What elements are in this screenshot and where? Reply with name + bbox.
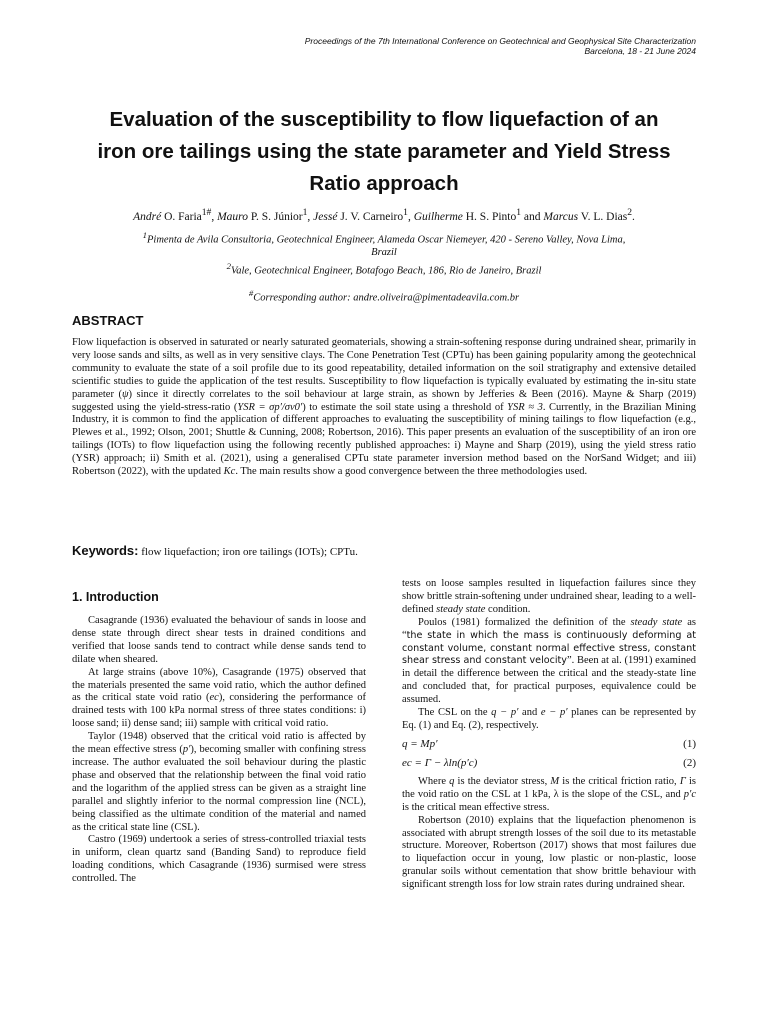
keywords-label: Keywords: — [72, 543, 139, 558]
equation-2 — [402, 757, 696, 770]
conference-header — [136, 36, 696, 56]
psi-symbol: ψ — [121, 388, 129, 400]
equation-1 — [402, 738, 696, 751]
keywords — [72, 544, 696, 559]
paragraph: Robertson (2010) explains that the liquefaction phenomenon is associated with abrupt strength losses of the soil due to its metastable structure. Moreover, Robertson (2017) shows that most failures due to liquefaction occur in young, low plastic or non-plastic, loose granular soils without cementation that show brittle behaviour with significant strength loss for low strain rates during undrained shear. — [402, 814, 696, 891]
affiliations — [80, 229, 688, 278]
paragraph: The CSL on the q − p′ and e − p′ planes can be represented by Eq. (1) and Eq. (2), respectively. — [402, 707, 696, 731]
author-list — [60, 206, 708, 224]
steady-state-quote: the state in which the mass is continuously deforming at constant volume, constant normal effective stress, constant shear stress and constant velocity — [402, 629, 696, 667]
abstract-body: Flow liquefaction is observed in saturated or nearly saturated geomaterials, showing a strain-softening response during undrained shear, primarily in very loose sands and silts, as well as in very sensitive clays. The Cone Penetration Test (CPTu) has been gaining popularity among the geotechnical community to evaluate the state of a soil profile due to its good repeatability, detailed information on the soil stratigraphy and extensive detailed scientific studies to guide the application of the test results. Susceptibility to flow liquefaction is typically evaluated by estimating the in-situ state parameter (ψ) since it directly correlates to the soil behaviour at large strain, as shown by Jefferies & Been (2016). Mayne & Sharp (2019) suggested using the yield-stress-ratio (YSR = σp′/σv0′) to estimate the soil state using a threshold of YSR ≈ 3. Currently, in the Brazilian Mining Industry, it is common to find the application of different approaches to evaluating the susceptibility of mining tailings to flow liquefaction (e.g., Plewes et al., 1992; Olson, 2001; Shuttle & Cunning, 2008; Robertson, 2016). This paper presents an evaluation of the susceptibility of an iron ore tailings (IOTs) to flow liquefaction using the following recently published approaches: i) Mayne and Sharp (2019), using the yield stress ratio (YSR) approach; ii) Smith et al. (2021), using a generalised CPTu state parameter inversion method based on the NorSand Widget; and iii) Robertson (2022), with the updated Kc. The main results show a good convergence between the three methodologies used. — [72, 337, 696, 478]
right-column — [402, 578, 696, 892]
ysr-threshold: YSR ≈ 3 — [507, 401, 543, 413]
conference-location-date: Barcelona, 18 - 21 June 2024 — [584, 46, 696, 56]
paragraph: tests on loose samples resulted in liquefaction failures since they show brittle strain-softening under undrained shear, leading to a well-defined steady state condition. — [402, 578, 696, 615]
paragraph: Casagrande (1936) evaluated the behaviour of sands in loose and dense state through direct shear tests in drained conditions and verified that loose sands tend to contract while dense sands tend to dilate when sheared. — [72, 615, 366, 665]
paragraph: Taylor (1948) observed that the critical void ratio is affected by the mean effective stress (p′), becoming smaller with confining stress increase. The author evaluated the soil behaviour during the plastic phase and observed that the relationship between the final void ratio and the logarithm of the applied stress can be given as a straight line parallel and slightly inferior to the normal compression line (NCL), being classified as the ultimate condition of the material and named as the critical state line (CSL). — [72, 731, 366, 833]
keywords-text: flow liquefaction; iron ore tailings (IOTs); CPTu. — [138, 546, 358, 558]
section-heading-introduction: 1. Introduction — [72, 590, 159, 604]
author: Guilherme H. S. Pinto$^1$ and — [413, 207, 544, 223]
paragraph: At large strains (above 10%), Casagrande (1975) observed that the materials presented the same void ratio, which the author defined as the critical state void ratio (ec), considering the performance of drained tests with 100 kPa normal stress of three states conditions: i) loose sand; ii) dense sand; iii) sample with critical void ratio. — [72, 666, 367, 730]
equation-2-number: (2) — [683, 756, 696, 769]
title-line-2: iron ore tailings using the state parameter and Yield Stress — [97, 140, 671, 163]
paper-title — [70, 104, 698, 200]
equation-1-number: (1) — [683, 737, 696, 750]
corresponding-author: #Corresponding author: andre.oliveira@pimentadeavila.com.br — [248, 288, 520, 304]
affiliation-1: $^1$Pimenta de Avila Consultoria, Geotechnical Engineer, Alameda Oscar Niemeyer, 420 - Sereno Valley, Nova Lima, Brazil — [142, 230, 626, 258]
equation-2-expression: ec = Γ − λln(p′c) — [402, 756, 478, 769]
paragraph: Poulos (1981) formalized the definition of the steady state as “the state in which the mass is continuously deforming at constant volume, constant normal effective stress, constant shear stress and constant velocity”. Been at al. (1991) examined in detail the difference between the critical and the steady-state line and concluded that, for practical purposes, equivalence could be assumed. — [402, 616, 697, 706]
title-line-1: Evaluation of the susceptibility to flow liquefaction of an — [109, 108, 659, 131]
affiliation-2: $^2$Vale, Geotechnical Engineer, Botafogo Beach, 186, Rio de Janeiro, Brazil — [226, 260, 542, 276]
ysr-equation: YSR = σp′/σv0′ — [237, 401, 303, 413]
conference-title: Proceedings of the 7th International Conference on Geotechnical and Geophysical Site Characterization — [304, 36, 696, 46]
paragraph: Castro (1969) undertook a series of stress-controlled triaxial tests in uniform, clean quartz sand (Banding Sand) to reproduce field loading conditions, which Casagrande (1936) surmised were stress controlled. The — [72, 834, 366, 885]
equation-1-expression: q = Mp′ — [402, 737, 438, 750]
author: Mauro P. S. Júnior$^1$, — [217, 207, 314, 223]
author: André O. Faria$^{1\#}$, — [133, 207, 218, 223]
paragraph: Where q is the deviator stress, M is the critical friction ratio, Γ is the void ratio on the CSL at 1 kPa, λ is the slope of the CSL, and p′c is the critical mean effective stress. — [402, 775, 696, 813]
abstract-heading: ABSTRACT — [72, 313, 144, 328]
title-line-3: Ratio approach — [309, 172, 459, 195]
left-column — [72, 589, 366, 886]
author: Marcus V. L. Dias$^2$. — [543, 207, 635, 223]
author: Jessé J. V. Carneiro$^1$, — [313, 207, 414, 223]
kc-symbol: Kc — [223, 466, 236, 478]
